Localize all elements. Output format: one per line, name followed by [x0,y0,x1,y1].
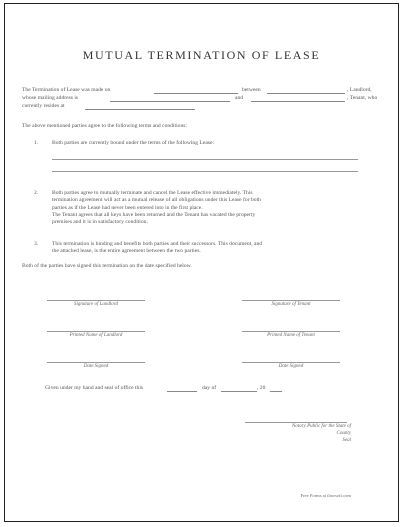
notary-public-caption: Notary Public for the State of [291,424,351,429]
landlord-printed-name-caption: Printed Name of Landlord [69,333,123,338]
landlord-name-blank[interactable] [267,93,345,94]
item-3-line-2: the attached lease, is the entire agreement between the two parties. [52,248,201,255]
notary-month-blank[interactable] [221,391,257,392]
item-3-text [52,241,262,256]
document-page [4,3,399,522]
landlord-printed-name-line[interactable] [47,331,145,332]
item-2-text [52,190,261,226]
intro-line2-c: , Tenant, who [347,95,378,101]
landlord-date-line[interactable] [47,362,145,363]
notary-county-caption: County [336,431,351,436]
agree-line: The above mentioned parties agree to the following terms and conditions: [22,123,187,129]
tenant-date-caption: Date Signed [278,364,304,369]
landlord-address-blank[interactable] [110,101,230,102]
landlord-date-caption: Date Signed [83,364,109,369]
document-title: MUTUAL TERMINATION OF LEASE [82,48,321,62]
item-2-line-3: parties as if the Lease had never been entered into in the first place. [52,204,203,211]
tenant-date-line[interactable] [242,362,340,363]
item-1-number: 1. [34,140,39,146]
item-1-text [52,140,214,147]
tenant-signature-caption: Signature of Tenant [271,302,311,307]
item-3-line-1: This termination is binding and benefits both parties and their successors. This document, and [52,241,263,247]
tenant-address-blank[interactable] [85,109,195,110]
intro-line1-a: The Termination of Lease was made on [22,87,111,93]
item-2-line-5: premises and it is in satisfactory condition. [52,219,148,226]
intro-line1-c: , Landlord, [347,87,372,93]
landlord-signature-line[interactable] [47,300,145,301]
tenant-name-blank[interactable] [251,101,345,102]
lease-description-line-2[interactable] [52,171,358,172]
tenant-printed-name-line[interactable] [242,331,340,332]
notary-given-c: , 20 [257,385,266,391]
footer-text: Free Forms at ilawsoft.com [300,493,351,498]
item-3-number: 3. [34,241,39,247]
item-2-line-4: The Tenant agrees that all keys have been returned and the Tenant has vacated the property [52,211,256,218]
item-2-number: 2. [34,190,39,196]
notary-given-a: Given under my hand and seal of office this [45,385,144,391]
landlord-signature-caption: Signature of Landlord [73,302,119,307]
item-2-line-1: Both parties agree to mutually terminate and cancel the Lease effective immediately. This [52,190,253,196]
item-2-line-2: termination agreement will act as a mutual release of all obligations under this Lease for both [52,197,261,204]
both-parties-line: Both of the parties have signed this termination on the date specified below. [22,263,192,269]
intro-line1-b: between [242,87,261,93]
lease-description-line-1[interactable] [52,159,358,160]
notary-given-b: day of [202,385,217,391]
intro-line2-b: and [235,95,244,101]
notary-day-blank[interactable] [167,391,197,392]
notary-seal-caption: Seal [342,438,351,443]
tenant-printed-name-caption: Printed Name of Tenant [267,333,315,338]
tenant-signature-line[interactable] [242,300,340,301]
item-1-line-1: Both parties are currently bound under the terms of the following Lease: [52,140,215,146]
intro-line2-a: whose mailing address is [22,95,79,101]
intro-line3: currently resides at [22,103,65,109]
date-blank[interactable] [154,93,238,94]
notary-year-blank[interactable] [270,391,282,392]
notary-signature-line[interactable] [245,422,347,423]
